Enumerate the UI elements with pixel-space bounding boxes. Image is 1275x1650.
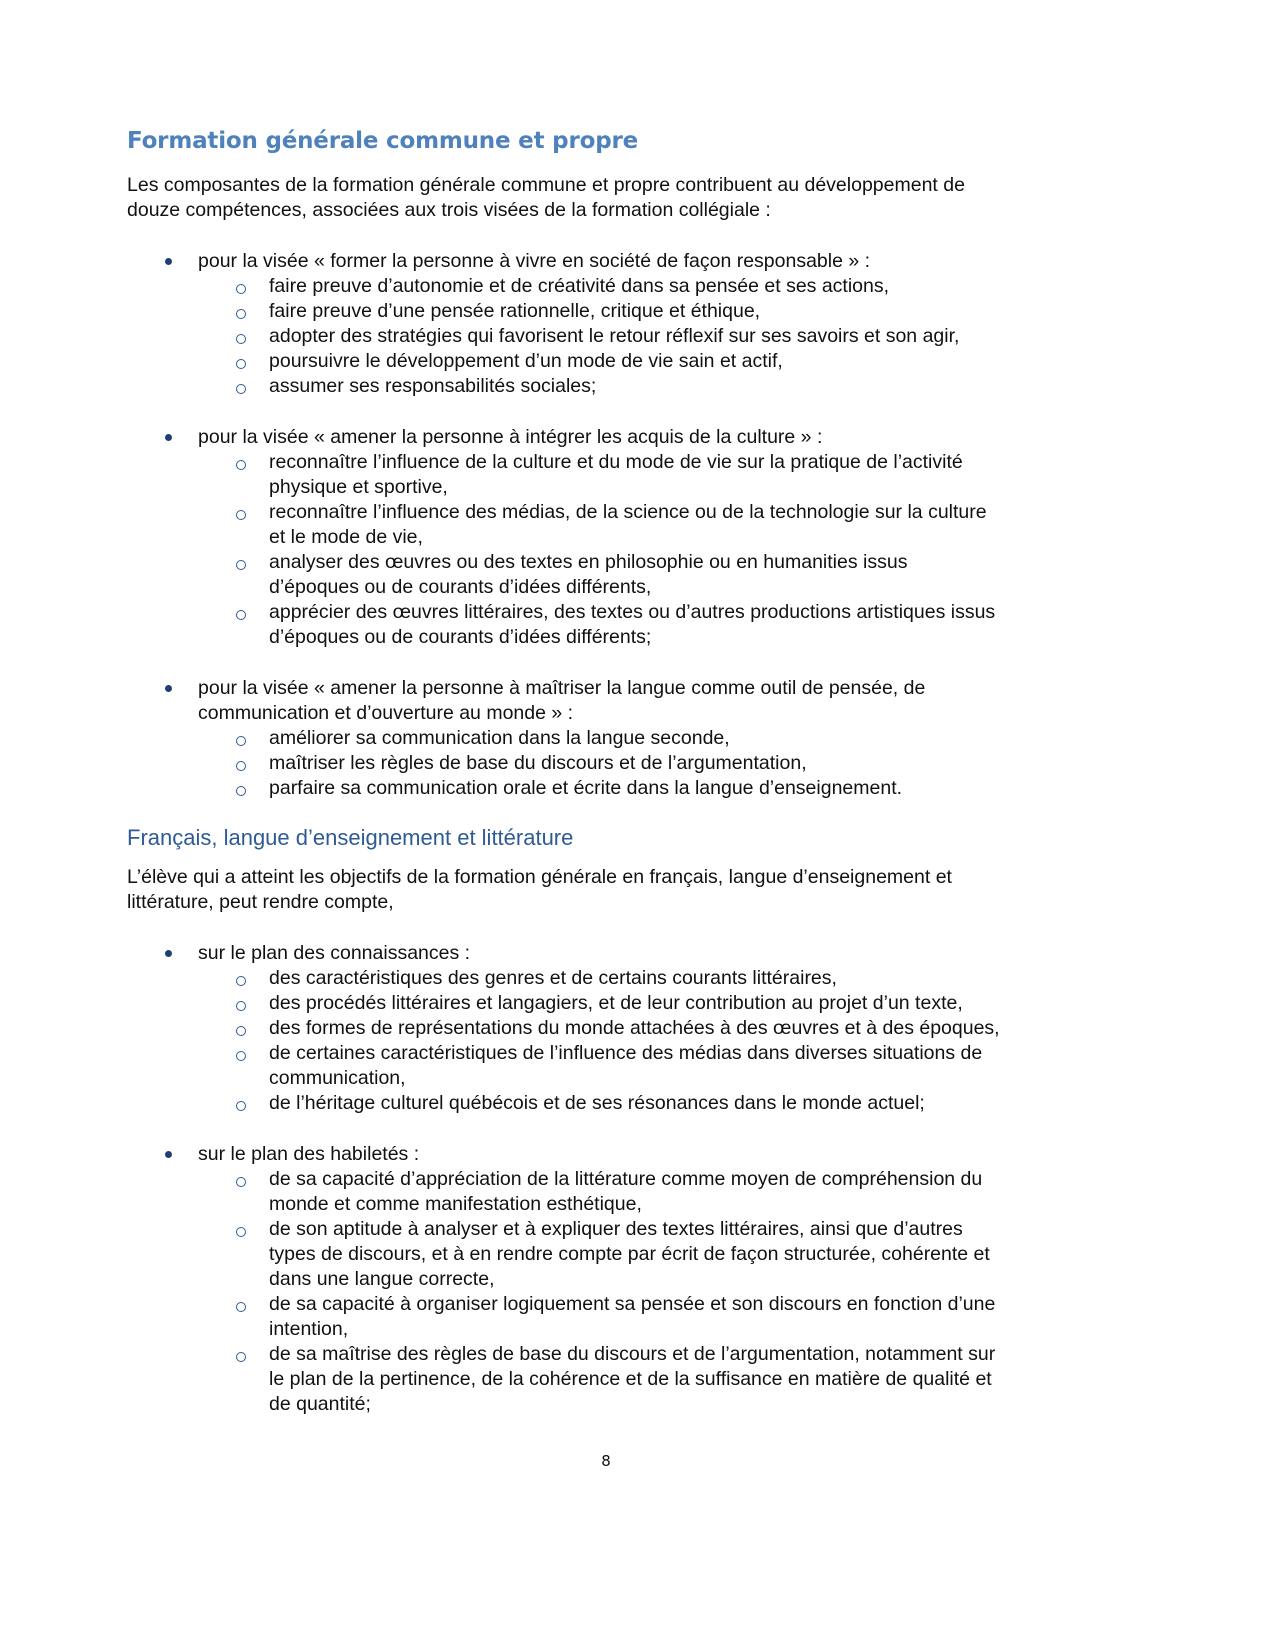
circle-bullet-icon (236, 1051, 246, 1061)
circle-bullet-icon (236, 761, 246, 771)
bullet-item (127, 249, 1107, 399)
text-line: de sa capacité d’appréciation de la littérature comme moyen de compréhension du (269, 1168, 983, 1190)
page-number: 8 (601, 1452, 611, 1470)
bullet-dot-icon (165, 685, 172, 692)
text-line: pour la visée « amener la personne à maîtriser la langue comme outil de pensée, de (198, 677, 926, 699)
bullet-dot-icon (165, 434, 172, 441)
circle-bullet-icon (236, 1352, 246, 1362)
bullet-text (198, 941, 1107, 966)
sub-item (198, 600, 1107, 650)
text-line: types de discours, et à en rendre compte par écrit de façon structurée, cohérente et (269, 1243, 990, 1265)
text-line: de l’héritage culturel québécois et de ses résonances dans le monde actuel; (269, 1092, 925, 1114)
circle-bullet-icon (236, 1101, 246, 1111)
section-heading: Formation générale commune et propre (127, 128, 638, 154)
bullet-item (127, 1142, 1107, 1417)
sub-list (198, 726, 1107, 801)
circle-bullet-icon (236, 1302, 246, 1312)
sub-item (198, 1167, 1107, 1217)
bullet-dot-icon (165, 950, 172, 957)
bullet-text (198, 1142, 1107, 1167)
text-line: sur le plan des connaissances : (198, 942, 471, 964)
circle-bullet-icon (236, 359, 246, 369)
bullet-item (127, 676, 1107, 801)
sub-list (198, 450, 1107, 650)
text-line: assumer ses responsabilités sociales; (269, 375, 597, 397)
text-line: reconnaître l’influence de la culture et du mode de vie sur la pratique de l’activité (269, 451, 963, 473)
text-line: analyser des œuvres ou des textes en philosophie ou en humanities issus (269, 551, 908, 573)
sub-item (198, 299, 1107, 324)
sub-item (198, 1041, 1107, 1091)
bullet-dot-icon (165, 1151, 172, 1158)
sub-item (198, 991, 1107, 1016)
circle-bullet-icon (236, 460, 246, 470)
text-line: communication et d’ouverture au monde » : (198, 702, 574, 724)
circle-bullet-icon (236, 284, 246, 294)
text-line: reconnaître l’influence des médias, de la science ou de la technologie sur la culture (269, 501, 987, 523)
sub-item (198, 751, 1107, 776)
text-line: pour la visée « former la personne à vivre en société de façon responsable » : (198, 250, 871, 272)
text-line: faire preuve d’une pensée rationnelle, critique et éthique, (269, 300, 761, 322)
text-line: et le mode de vie, (269, 526, 423, 548)
text-line: des caractéristiques des genres et de certains courants littéraires, (269, 967, 837, 989)
circle-bullet-icon (236, 384, 246, 394)
text-line: communication, (269, 1067, 406, 1089)
circle-bullet-icon (236, 334, 246, 344)
text-line: de certaines caractéristiques de l’influence des médias dans diverses situations de (269, 1042, 983, 1064)
text-line: poursuivre le développement d’un mode de vie sain et actif, (269, 350, 783, 372)
text-line: douze compétences, associées aux trois visées de la formation collégiale : (127, 199, 771, 221)
text-line: améliorer sa communication dans la langue seconde, (269, 727, 730, 749)
sub-item (198, 550, 1107, 600)
text-line: des procédés littéraires et langagiers, et de leur contribution au projet d’un texte, (269, 992, 963, 1014)
sub-item (198, 500, 1107, 550)
document-page (127, 126, 1107, 1417)
text-line: de sa maîtrise des règles de base du discours et de l’argumentation, notamment sur (269, 1343, 996, 1365)
circle-bullet-icon (236, 1026, 246, 1036)
sub-item (198, 1217, 1107, 1292)
sub-item (198, 349, 1107, 374)
sub-item (198, 450, 1107, 500)
circle-bullet-icon (236, 610, 246, 620)
text-line: maîtriser les règles de base du discours et de l’argumentation, (269, 752, 807, 774)
circle-bullet-icon (236, 309, 246, 319)
section-intro (127, 173, 1107, 223)
bullet-text (198, 676, 1107, 726)
sub-item (198, 776, 1107, 801)
text-line: de son aptitude à analyser et à expliquer des textes littéraires, ainsi que d’autres (269, 1218, 963, 1240)
bullet-list (127, 249, 1107, 801)
sub-item (198, 726, 1107, 751)
text-line: physique et sportive, (269, 476, 448, 498)
sub-item (198, 274, 1107, 299)
circle-bullet-icon (236, 1001, 246, 1011)
text-line: littérature, peut rendre compte, (127, 891, 394, 913)
text-line: d’époques ou de courants d’idées différents, (269, 576, 652, 598)
text-line: parfaire sa communication orale et écrite dans la langue d’enseignement. (269, 777, 903, 799)
text-line: adopter des stratégies qui favorisent le retour réflexif sur ses savoirs et son agir, (269, 325, 960, 347)
text-line: d’époques ou de courants d’idées différents; (269, 626, 652, 648)
text-line: L’élève qui a atteint les objectifs de la formation générale en français, langue d’enseignement et (127, 866, 952, 888)
sub-item (198, 1292, 1107, 1342)
circle-bullet-icon (236, 976, 246, 986)
circle-bullet-icon (236, 786, 246, 796)
subsection-intro (127, 865, 1107, 915)
sub-list (198, 274, 1107, 399)
bullet-item (127, 941, 1107, 1116)
text-line: pour la visée « amener la personne à intégrer les acquis de la culture » : (198, 426, 823, 448)
circle-bullet-icon (236, 1227, 246, 1237)
sub-list (198, 1167, 1107, 1417)
text-line: des formes de représentations du monde attachées à des œuvres et à des époques, (269, 1017, 1000, 1039)
sub-list (198, 966, 1107, 1116)
text-line: intention, (269, 1318, 349, 1340)
text-line: faire preuve d’autonomie et de créativité dans sa pensée et ses actions, (269, 275, 890, 297)
text-line: apprécier des œuvres littéraires, des textes ou d’autres productions artistiques issus (269, 601, 996, 623)
text-line: monde et comme manifestation esthétique, (269, 1193, 642, 1215)
subsection-heading: Français, langue d’enseignement et littérature (127, 825, 574, 850)
circle-bullet-icon (236, 1177, 246, 1187)
text-line: Les composantes de la formation générale commune et propre contribuent au développement de (127, 174, 965, 196)
bullet-list (127, 941, 1107, 1417)
circle-bullet-icon (236, 510, 246, 520)
bullet-text (198, 249, 1107, 274)
text-line: sur le plan des habiletés : (198, 1143, 420, 1165)
text-line: dans une langue correcte, (269, 1268, 495, 1290)
sub-item (198, 324, 1107, 349)
circle-bullet-icon (236, 560, 246, 570)
sub-item (198, 966, 1107, 991)
bullet-dot-icon (165, 258, 172, 265)
text-line: de quantité; (269, 1393, 371, 1415)
text-line: le plan de la pertinence, de la cohérence et de la suffisance en matière de qualité et (269, 1368, 992, 1390)
bullet-item (127, 425, 1107, 650)
circle-bullet-icon (236, 736, 246, 746)
sub-item (198, 1342, 1107, 1417)
text-line: de sa capacité à organiser logiquement sa pensée et son discours en fonction d’une (269, 1293, 996, 1315)
bullet-text (198, 425, 1107, 450)
sub-item (198, 374, 1107, 399)
sub-item (198, 1016, 1107, 1041)
sub-item (198, 1091, 1107, 1116)
